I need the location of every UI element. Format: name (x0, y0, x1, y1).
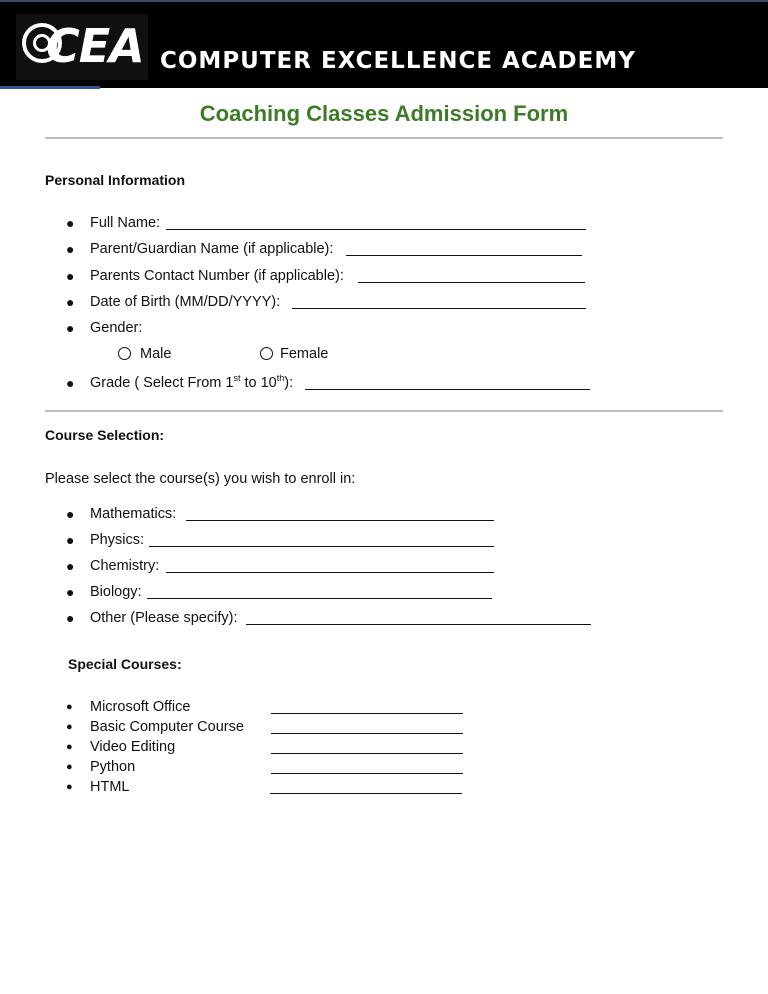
biology-field[interactable] (147, 598, 492, 599)
grade-label: Grade ( Select From 1st to 10th): (90, 373, 294, 391)
bullet-icon: ● (66, 781, 73, 793)
bullet-icon: ● (66, 215, 75, 231)
bullet-icon: ● (66, 701, 73, 713)
bullet-icon: ● (66, 610, 75, 626)
bullet-icon: ● (66, 320, 75, 336)
special-course-field[interactable] (271, 733, 463, 734)
special-course-item: Basic Computer Course (90, 719, 244, 735)
full-name-field[interactable] (166, 229, 586, 230)
course-prompt: Please select the course(s) you wish to enroll in: (45, 471, 356, 487)
bullet-icon: ● (66, 294, 75, 310)
special-course-field[interactable] (270, 793, 462, 794)
bullet-icon: ● (66, 375, 75, 391)
form-title: Coaching Classes Admission Form (199, 101, 569, 126)
academy-name: COMPUTER EXCELLENCE ACADEMY (160, 48, 636, 74)
parents-contact-field[interactable] (358, 282, 585, 283)
grade-field[interactable] (305, 389, 590, 390)
bullet-icon: ● (66, 268, 75, 284)
physics-field[interactable] (149, 546, 494, 547)
bullet-icon: ● (66, 584, 75, 600)
divider (45, 137, 723, 139)
female-label: Female (280, 346, 329, 362)
personal-info-heading: Personal Information (45, 172, 186, 188)
special-course-item: Video Editing (90, 739, 176, 755)
course-label-chemistry: Chemistry: (90, 558, 160, 574)
course-label-biology: Biology: (90, 584, 142, 600)
male-label: Male (140, 346, 172, 362)
special-course-field[interactable] (271, 713, 463, 714)
header-banner (0, 0, 768, 88)
full-name-label: Full Name: (90, 215, 161, 231)
dob-label: Date of Birth (MM/DD/YYYY): (90, 294, 281, 310)
chemistry-field[interactable] (166, 572, 494, 573)
mathematics-field[interactable] (186, 520, 494, 521)
special-course-item: Python (90, 759, 136, 775)
divider (45, 410, 723, 412)
academy-logo (16, 14, 148, 80)
special-course-item: HTML (90, 779, 130, 795)
header-accent-bar (0, 86, 100, 89)
other-course-field[interactable] (246, 624, 591, 625)
bullet-icon: ● (66, 532, 75, 548)
special-course-item: Microsoft Office (90, 699, 191, 715)
bullet-icon: ● (66, 741, 73, 753)
bullet-icon: ● (66, 558, 75, 574)
parent-name-label: Parent/Guardian Name (if applicable): (90, 241, 334, 257)
logo-text: CEA (46, 19, 144, 73)
bullet-icon: ● (66, 761, 73, 773)
bullet-icon: ● (66, 721, 73, 733)
bullet-icon: ● (66, 241, 75, 257)
course-label-other: Other (Please specify): (90, 610, 238, 626)
dob-field[interactable] (292, 308, 586, 309)
special-course-field[interactable] (271, 773, 463, 774)
male-radio[interactable] (118, 347, 131, 360)
course-label-mathematics: Mathematics: (90, 506, 177, 522)
course-label-physics: Physics: (90, 532, 144, 548)
course-selection-heading: Course Selection: (45, 427, 165, 443)
parent-name-field[interactable] (346, 255, 582, 256)
female-radio[interactable] (260, 347, 273, 360)
special-course-field[interactable] (271, 753, 463, 754)
gender-label: Gender: (90, 320, 143, 336)
special-courses-heading: Special Courses: (68, 656, 182, 672)
parents-contact-label: Parents Contact Number (if applicable): (90, 268, 344, 284)
bullet-icon: ● (66, 506, 75, 522)
